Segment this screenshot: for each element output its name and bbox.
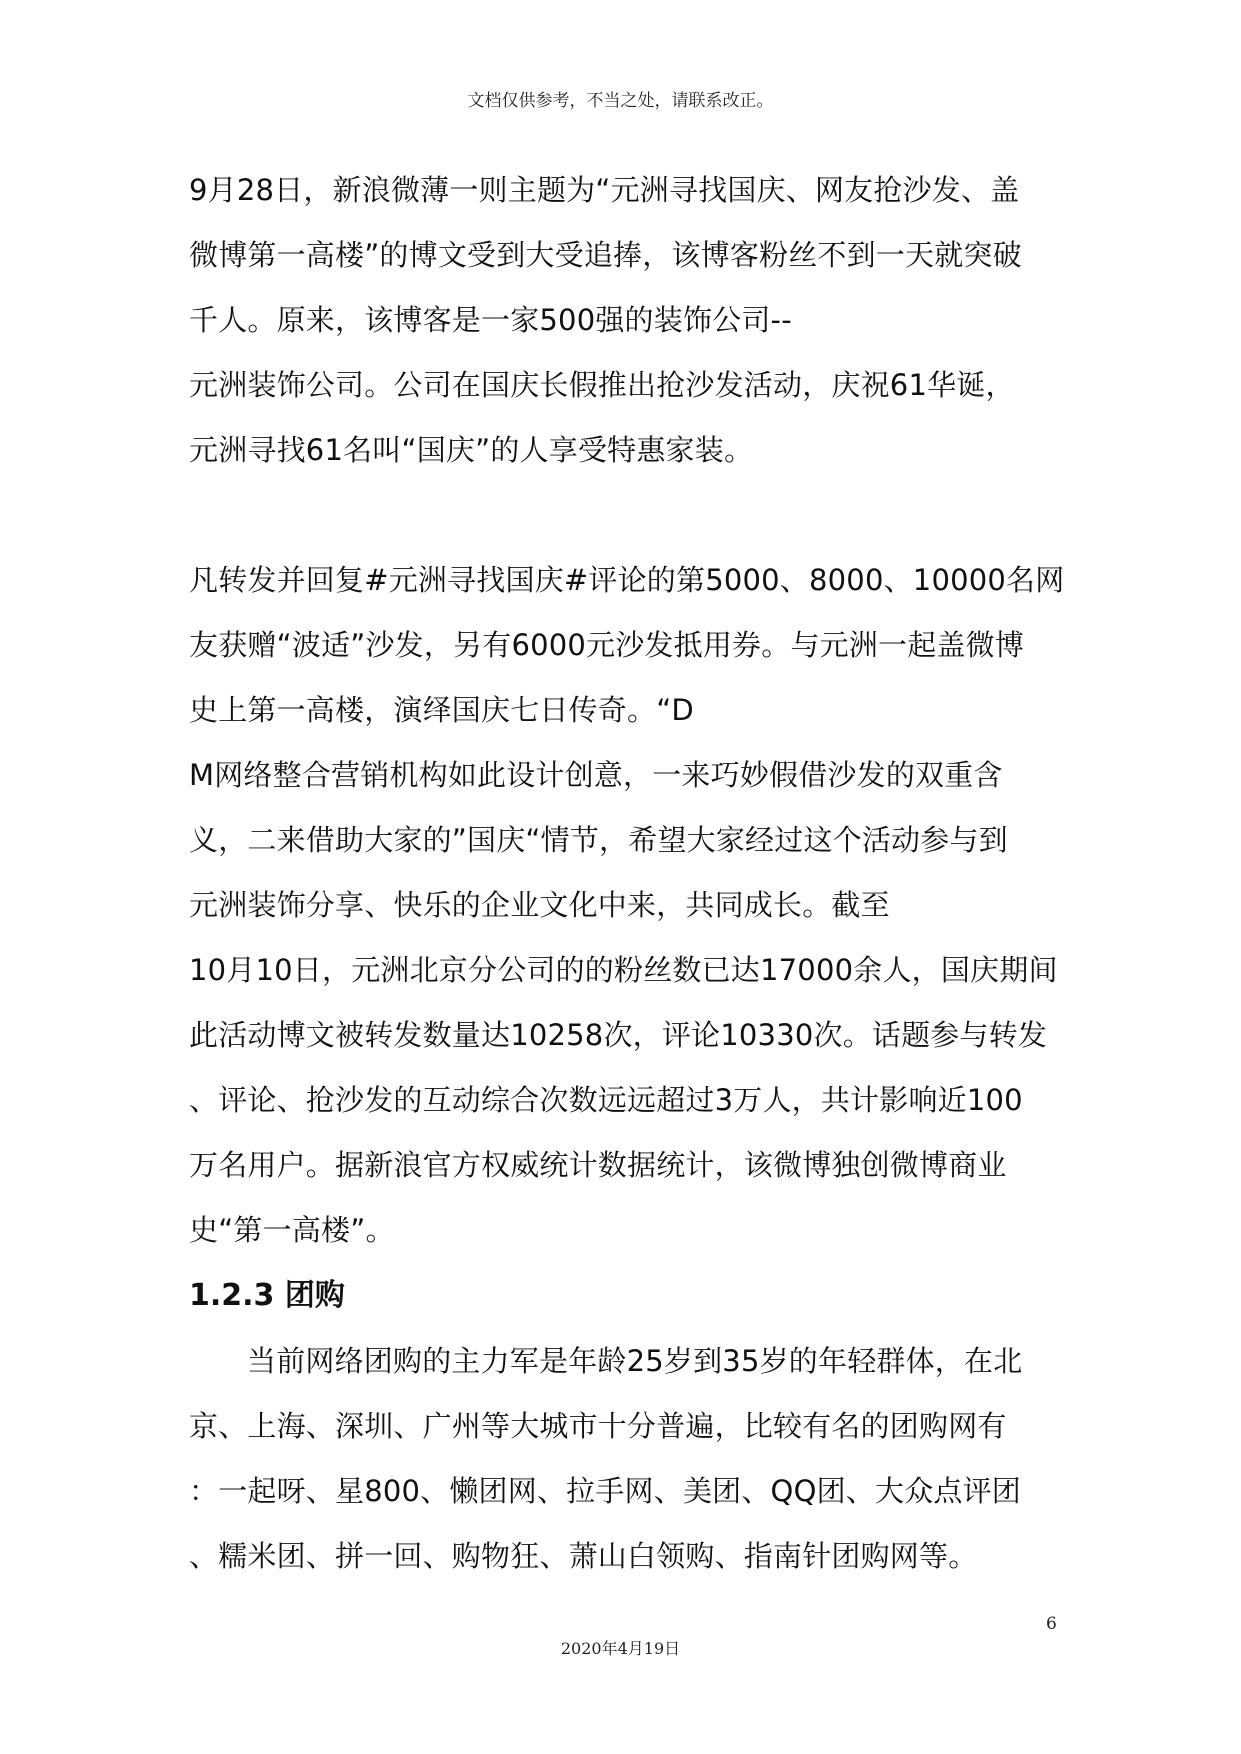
footer-date: 2020年4月19日 [560, 1639, 681, 1658]
text-line: 万名用户。据新浪官方权威统计数据统计，该微博独创微博商业 [189, 1148, 1007, 1182]
section-heading: 1.2.3 团购 [189, 1278, 345, 1313]
header-note: 文档仅供参考，不当之处，请联系改正。 [467, 91, 774, 111]
paragraph-spacer [189, 483, 1069, 548]
text-line: 10月10日，元洲北京分公司的的粉丝数已达17000余人，国庆期间 [189, 953, 1058, 987]
paragraph-group-buying [189, 1329, 1069, 1589]
text-line: 、评论、抢沙发的互动综合次数远远超过3万人，共计影响近100 [189, 1083, 1023, 1117]
text-line: 元洲装饰公司。公司在国庆长假推出抢沙发活动，庆祝61华诞， [189, 368, 1015, 402]
text-line: ：一起呀、星800、懒团网、拉手网、美团、QQ团、大众点评团 [189, 1474, 1022, 1508]
text-line: 义，二来借助大家的”国庆“情节，希望大家经过这个活动参与到 [189, 823, 1008, 857]
text-line: 当前网络团购的主力军是年龄25岁到35岁的年轻群体，在北 [247, 1344, 1023, 1378]
text-line: 元洲装饰分享、快乐的企业文化中来，共同成长。截至 [189, 888, 890, 922]
text-line: 凡转发并回复#元洲寻找国庆#评论的第5000、8000、10000名网 [189, 563, 1065, 597]
text-line: 京、上海、深圳、广州等大城市十分普遍，比较有名的团购网有 [189, 1409, 1007, 1443]
text-line: 此活动博文被转发数量达10258次，评论10330次。话题参与转发 [189, 1018, 1048, 1052]
text-line: 史上第一高楼，演绎国庆七日传奇。“D [189, 693, 694, 727]
text-line: 9月28日，新浪微薄一则主题为“元洲寻找国庆、网友抢沙发、盖 [189, 173, 1020, 207]
paragraph-repost-prize [189, 548, 1069, 1263]
text-line: M网络整合营销机构如此设计创意，一来巧妙假借沙发的双重含 [189, 758, 1003, 792]
text-line: 元洲寻找61名叫“国庆”的人享受特惠家装。 [189, 433, 754, 467]
text-line: 、糯米团、拼一回、购物狂、萧山白领购、指南针团购网等。 [189, 1539, 978, 1573]
document-body [189, 158, 1069, 1589]
text-line: 友获赠“波适”沙发，另有6000元沙发抵用券。与元洲一起盖微博 [189, 628, 1025, 662]
text-line: 史“第一高楼”。 [189, 1213, 395, 1247]
paragraph-weibo-campaign [189, 158, 1069, 483]
text-line: 微博第一高楼”的博文受到大受追捧，该博客粉丝不到一天就突破 [189, 238, 1022, 272]
page-number: 6 [1046, 1614, 1057, 1634]
text-line: 千人。原来，该博客是一家500强的装饰公司-- [189, 303, 792, 337]
